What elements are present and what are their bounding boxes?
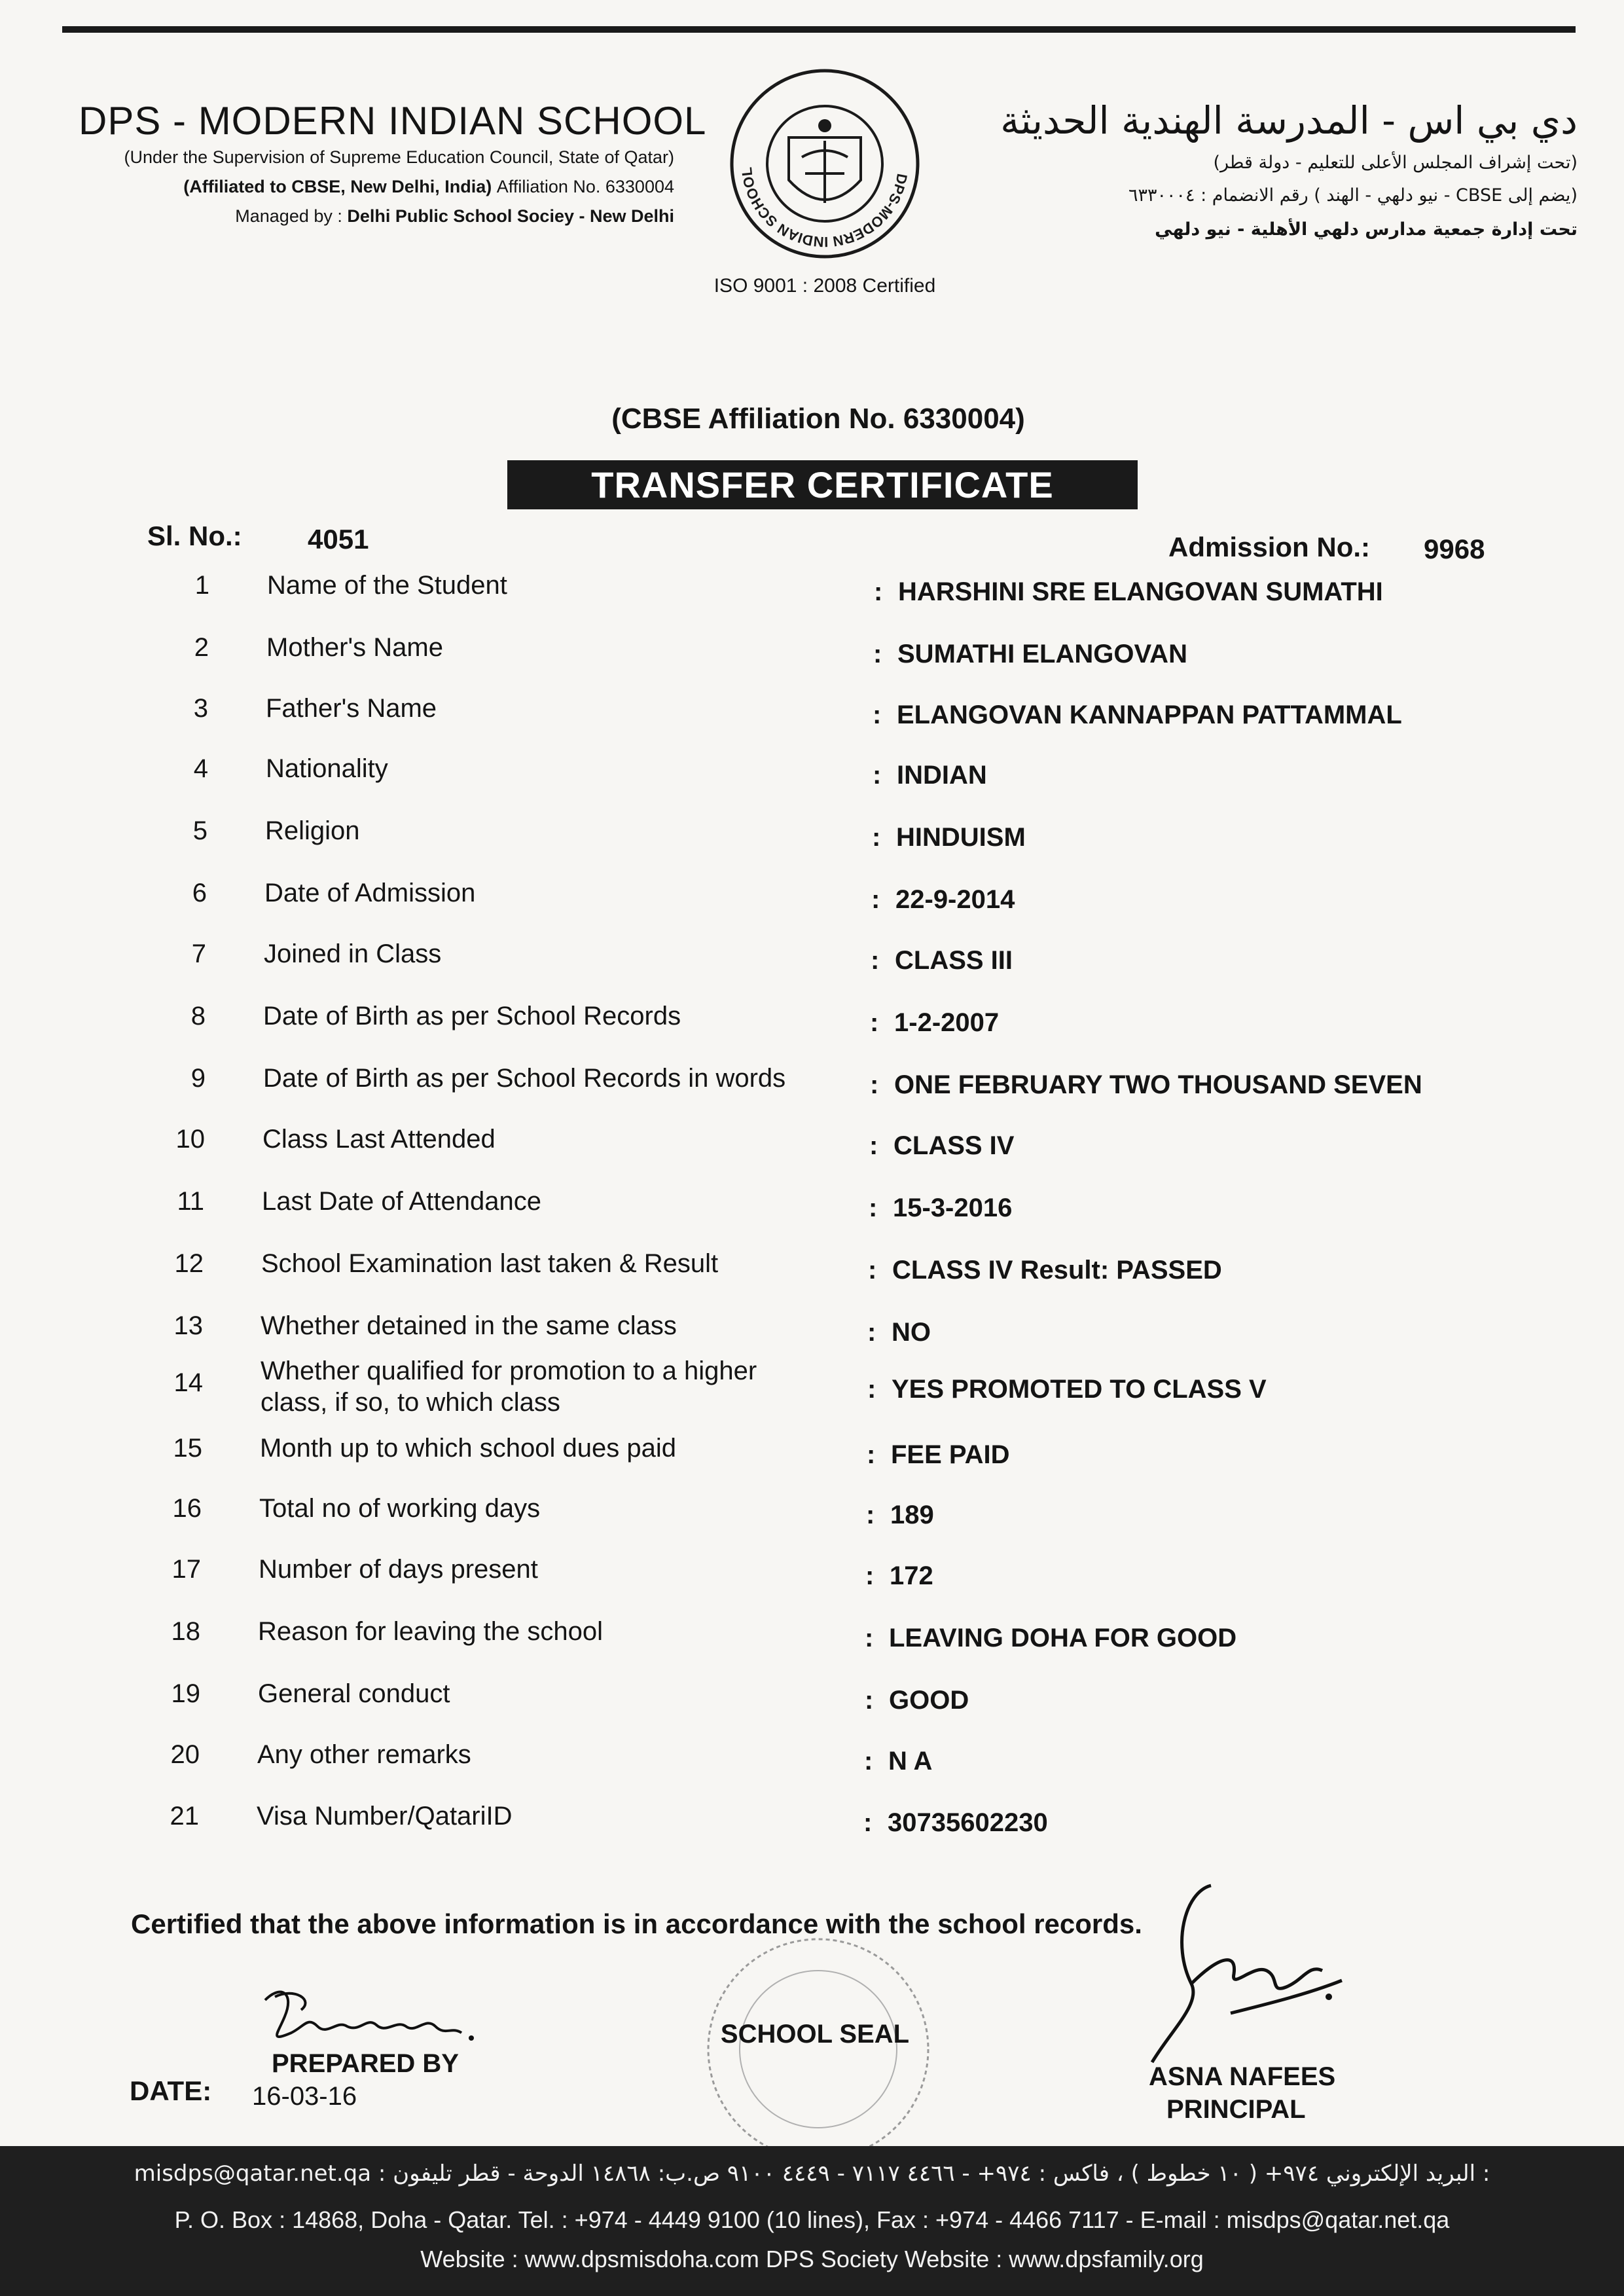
footer-arabic-contact: misdps@qatar.net.qa : البريد الإلكتروني ٩٧٤+ ( ١٠ خطوط ) ، فاكس : ٩٧٤+ - ٤٤٦٦ ٧١١٧ - ٤٤٤٩ ٩١٠٠ ص.ب: ١٤٨٦٨ الدوحة - قطر تليفون : [134, 2160, 1490, 2187]
field-number: 10 [175, 1125, 205, 1154]
field-separator: : [869, 1194, 878, 1222]
field-row [0, 816, 1624, 856]
field-value: HARSHINI SRE ELANGOVAN SUMATHI [898, 577, 1383, 606]
field-separator: : [871, 885, 880, 914]
field-value: ONE FEBRUARY TWO THOUSAND SEVEN [894, 1070, 1422, 1099]
field-value: 22-9-2014 [895, 885, 1015, 914]
field-number: 5 [192, 816, 208, 845]
footer-contact: P. O. Box : 14868, Doha - Qatar. Tel. : +974 - 4449 9100 (10 lines), Fax : +974 - 4466 7117 - E-mail : misdps@qatar.net.qa [174, 2206, 1450, 2233]
field-separator: : [871, 946, 880, 975]
footer-bar [0, 2146, 1624, 2296]
field-number: 14 [173, 1368, 203, 1397]
field-number: 2 [194, 633, 209, 662]
field-row [0, 1187, 1624, 1226]
field-value: SUMATHI ELANGOVAN [897, 640, 1187, 668]
field-row [0, 1064, 1624, 1103]
field-value: N A [888, 1747, 933, 1776]
field-label: Total no of working days [259, 1494, 541, 1523]
principal-name: ASNA NAFEES [1149, 2062, 1336, 2091]
affiliation-line [72, 177, 674, 197]
field-value: LEAVING DOHA FOR GOOD [889, 1624, 1237, 1652]
field-number: 21 [170, 1802, 199, 1831]
field-row [0, 939, 1624, 979]
affiliation-number: Affiliation No. 6330004 [496, 177, 674, 196]
certification-statement: Certified that the above information is in accordance with the school records. [131, 1908, 1142, 1939]
field-value: 30735602230 [888, 1808, 1048, 1837]
field-number: 18 [171, 1617, 200, 1646]
field-row [0, 1494, 1624, 1533]
field-value: CLASS III [895, 946, 1013, 975]
field-separator: : [866, 1501, 875, 1529]
field-number: 15 [173, 1434, 202, 1463]
field-separator: : [868, 1256, 877, 1285]
school-seal-label: SCHOOL SEAL [720, 2020, 910, 2049]
field-separator: : [864, 1747, 873, 1776]
field-value: 172 [890, 1561, 933, 1590]
field-separator: : [873, 761, 882, 790]
field-label: Month up to which school dues paid [260, 1434, 676, 1463]
field-row [0, 754, 1624, 793]
field-row [0, 1802, 1624, 1841]
field-row [0, 1555, 1624, 1594]
field-value: YES PROMOTED TO CLASS V [892, 1375, 1267, 1404]
supervision-line: (Under the Supervision of Supreme Education Council, State of Qatar) [124, 147, 674, 167]
field-separator: : [874, 577, 883, 606]
field-number: 1 [194, 571, 209, 600]
field-label: Any other remarks [257, 1740, 471, 1769]
prepared-by-label: PREPARED BY [272, 2049, 459, 2078]
arabic-managed-by-line: تحت إدارة جمعية مدارس دلهي الأهلية - نيو دلهي [1155, 219, 1578, 240]
cbse-affiliation: (CBSE Affiliation No. 6330004) [611, 403, 1025, 435]
field-label: Joined in Class [264, 939, 442, 968]
field-row [0, 1311, 1624, 1351]
admission-number-value: 9968 [1424, 534, 1485, 564]
field-separator: : [865, 1624, 874, 1652]
field-separator: : [867, 1318, 876, 1347]
school-logo-icon [727, 65, 923, 262]
field-row [0, 1617, 1624, 1656]
field-label: Date of Birth as per School Records [263, 1002, 681, 1030]
principal-title: PRINCIPAL [1166, 2095, 1306, 2124]
field-label: Mother's Name [266, 633, 443, 662]
serial-number-label: Sl. No.: [147, 520, 242, 551]
field-number: 12 [174, 1249, 204, 1278]
field-label: Whether detained in the same class [261, 1311, 677, 1340]
prepared-by-signature-icon [255, 1980, 491, 2059]
iso-certification: ISO 9001 : 2008 Certified [713, 275, 936, 297]
field-number: 4 [193, 754, 208, 783]
field-value: GOOD [889, 1686, 969, 1715]
arabic-school-name: دي بي اس - المدرسة الهندية الحديثة [1000, 98, 1578, 143]
field-value: 15-3-2016 [893, 1194, 1013, 1222]
managed-by-line [72, 206, 674, 227]
field-separator: : [867, 1440, 876, 1469]
field-value: HINDUISM [896, 823, 1026, 852]
field-label: Nationality [266, 754, 388, 783]
field-row [0, 694, 1624, 733]
field-number: 7 [191, 939, 206, 968]
admission-number-label: Admission No.: [1168, 532, 1371, 562]
field-label: Class Last Attended [262, 1125, 496, 1154]
field-row [0, 879, 1624, 918]
field-label: Last Date of Attendance [262, 1187, 541, 1216]
principal-signature-icon [1113, 1866, 1362, 2088]
field-value: NO [892, 1318, 931, 1347]
field-separator: : [870, 1070, 879, 1099]
field-label: Father's Name [266, 694, 437, 723]
field-label: School Examination last taken & Result [261, 1249, 719, 1278]
field-number: 11 [177, 1187, 204, 1216]
field-row [0, 633, 1624, 672]
field-row [0, 1125, 1624, 1164]
field-row [0, 1002, 1624, 1041]
serial-number-value: 4051 [308, 524, 369, 555]
field-number: 9 [190, 1064, 206, 1093]
field-separator: : [873, 701, 882, 729]
arabic-affiliation-line: (يضم إلى CBSE - نيو دلهي - الهند ) رقم الانضمام : ٦٣٣٠٠٠٤ [1128, 185, 1578, 206]
field-separator: : [865, 1686, 874, 1715]
field-number: 13 [173, 1311, 203, 1340]
arabic-supervision-line: (تحت إشراف المجلس الأعلى للتعليم - دولة قطر) [1213, 153, 1578, 173]
field-number: 17 [171, 1555, 201, 1584]
field-label: Whether qualified for promotion to a higher class, if so, to which class [261, 1357, 757, 1417]
field-number: 20 [170, 1740, 200, 1769]
field-separator: : [867, 1375, 876, 1404]
school-seal-icon [700, 1931, 936, 2167]
field-row [0, 1740, 1624, 1779]
field-row [0, 1357, 1624, 1417]
logo-ring-text: DPS-MODERN INDIAN SCHOOL [738, 166, 911, 251]
field-label: General conduct [258, 1679, 450, 1708]
managed-by-value: Delhi Public School Sociey - New Delhi [347, 206, 674, 226]
school-name: DPS - MODERN INDIAN SCHOOL [79, 99, 707, 143]
footer-websites: Website : www.dpsmisdoha.com DPS Society Website : www.dpsfamily.org [420, 2246, 1204, 2272]
field-value: ELANGOVAN KANNAPPAN PATTAMMAL [897, 701, 1402, 729]
field-number: 8 [190, 1002, 206, 1030]
field-label: Religion [265, 816, 360, 845]
field-separator: : [870, 1008, 879, 1037]
field-label: Date of Birth as per School Records in words [263, 1064, 786, 1093]
field-number: 16 [172, 1494, 202, 1523]
affiliated-text: (Affiliated to CBSE, New Delhi, India) [183, 177, 492, 196]
field-value: CLASS IV [893, 1131, 1015, 1160]
field-row [0, 1679, 1624, 1719]
field-separator: : [872, 823, 881, 852]
managed-by-label: Managed by : [235, 206, 342, 226]
field-value: FEE PAID [891, 1440, 1010, 1469]
field-separator: : [869, 1131, 878, 1160]
field-label: Number of days present [259, 1555, 538, 1584]
field-number: 6 [192, 879, 207, 907]
field-value: 189 [890, 1501, 934, 1529]
certificate-title: TRANSFER CERTIFICATE [507, 460, 1138, 509]
field-label: Visa Number/QatariID [257, 1802, 513, 1831]
top-rule [62, 26, 1576, 33]
field-separator: : [873, 640, 882, 668]
field-row [0, 1434, 1624, 1473]
field-label: Date of Admission [264, 879, 476, 907]
field-number: 19 [171, 1679, 200, 1708]
field-row [0, 571, 1624, 610]
date-value: 16-03-16 [252, 2082, 357, 2111]
field-separator: : [863, 1808, 873, 1837]
field-separator: : [865, 1561, 875, 1590]
field-number: 3 [193, 694, 208, 723]
field-value: INDIAN [897, 761, 987, 790]
field-value: 1-2-2007 [894, 1008, 1000, 1037]
field-row [0, 1249, 1624, 1288]
field-label: Name of the Student [267, 571, 507, 600]
field-label: Reason for leaving the school [258, 1617, 603, 1646]
field-value: CLASS IV Result: PASSED [892, 1256, 1222, 1285]
date-label: DATE: [130, 2075, 212, 2106]
